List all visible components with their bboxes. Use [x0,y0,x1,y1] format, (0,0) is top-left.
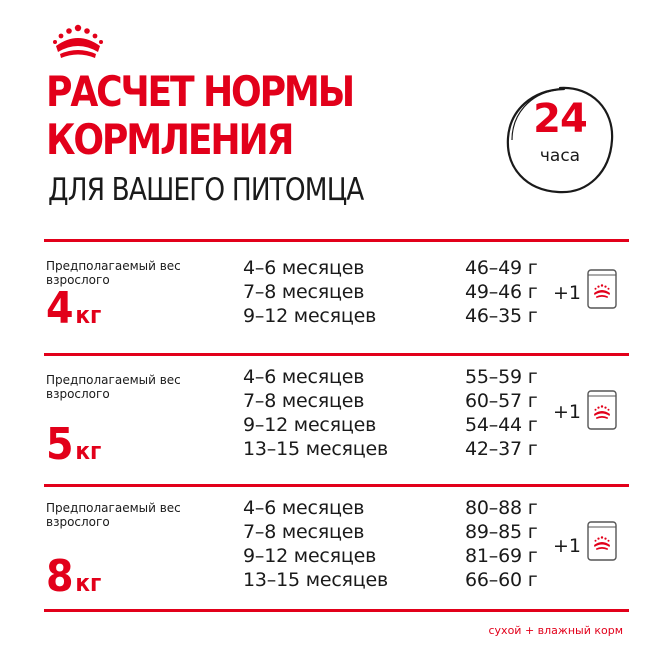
divider [44,484,629,487]
age-range: 4–6 месяцев [243,497,365,519]
grams-range: 80–88 г [465,497,538,519]
page-title [46,68,353,164]
expected-weight-label: Предполагаемый вес взрослого [46,373,181,401]
table-row [0,437,667,461]
footer-note: сухой + влажный корм [488,624,623,637]
age-range: 7–8 месяцев [243,390,365,412]
age-range: 9–12 месяцев [243,414,377,436]
wet-food-pouch-icon [586,387,618,431]
grams-range: 46–49 г [465,257,538,279]
badge-number: 24 [533,96,587,142]
expected-weight-label: Предполагаемый вес взрослого [46,501,181,529]
divider [44,353,629,356]
age-range: 9–12 месяцев [243,545,377,567]
grams-range: 49–46 г [465,281,538,303]
grams-range: 89–85 г [465,521,538,543]
grams-range: 42–37 г [465,438,538,460]
table-row [0,365,667,389]
grams-range: 66–60 г [465,569,538,591]
title-line-2: КОРМЛЕНИЯ [46,115,293,164]
wet-food-pouch-icon [586,266,618,310]
grams-range: 60–57 г [465,390,538,412]
table-row [0,304,667,328]
table-row [0,256,667,280]
grams-range: 55–59 г [465,366,538,388]
age-range: 13–15 месяцев [243,569,389,591]
weight-number: 5 [46,419,74,470]
hours-badge [500,80,620,200]
grams-range: 46–35 г [465,305,538,327]
wet-food-pouch-icon [586,518,618,562]
age-range: 4–6 месяцев [243,257,365,279]
plus-one-label: +1 [553,535,582,557]
expected-weight-label: Предполагаемый вес взрослого [46,259,181,287]
page-subtitle: ДЛЯ ВАШЕГО ПИТОМЦА [48,172,364,208]
plus-one-label: +1 [553,401,582,423]
age-range: 4–6 месяцев [243,366,365,388]
divider [44,239,629,242]
grams-range: 54–44 г [465,414,538,436]
table-row [0,496,667,520]
crown-logo-icon [52,22,104,62]
age-range: 7–8 месяцев [243,281,365,303]
table-row [0,568,667,592]
age-range: 7–8 месяцев [243,521,365,543]
weight-number: 8 [46,551,74,602]
divider [44,609,629,612]
title-line-1: РАСЧЕТ НОРМЫ [46,67,353,116]
age-range: 13–15 месяцев [243,438,389,460]
badge-label: часа [539,146,581,166]
weight-number: 4 [46,283,74,334]
weight-unit: кг [75,437,102,465]
grams-range: 81–69 г [465,545,538,567]
plus-one-label: +1 [553,282,582,304]
weight-unit: кг [75,301,102,329]
age-range: 9–12 месяцев [243,305,377,327]
weight-unit: кг [75,569,102,597]
